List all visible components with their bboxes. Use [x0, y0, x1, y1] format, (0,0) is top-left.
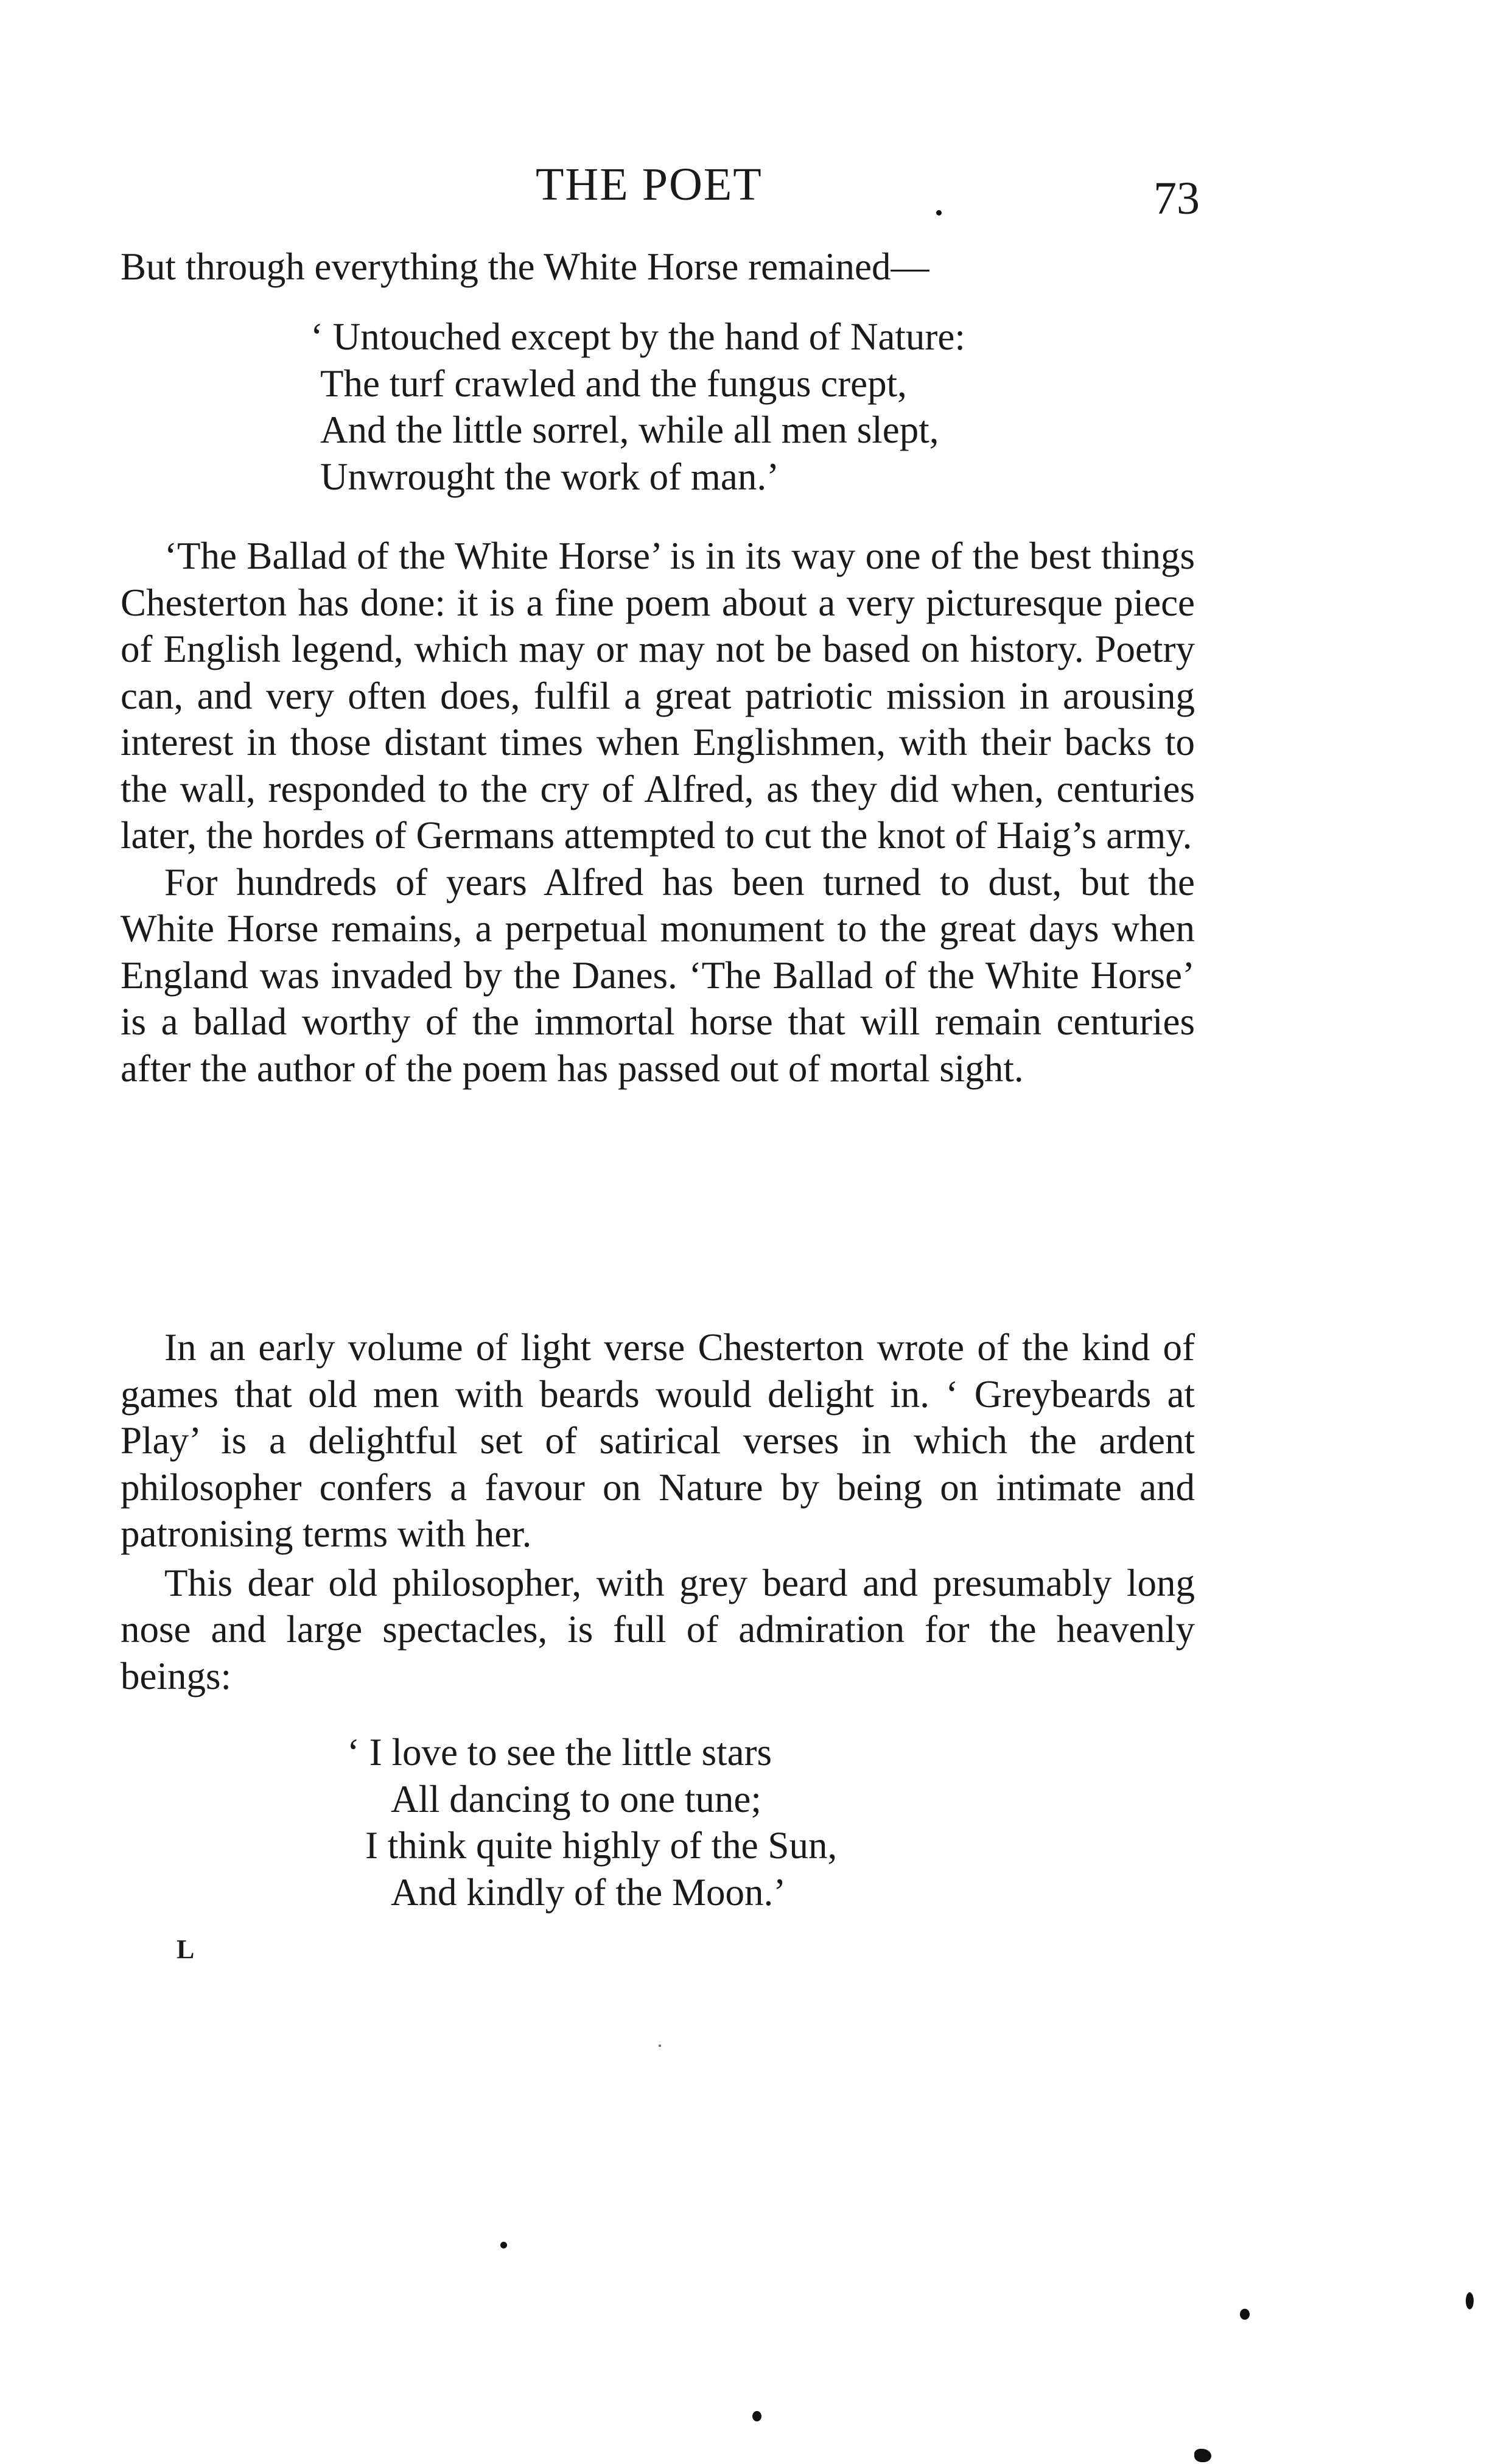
verse-line: ‘ Untouched except by the hand of Nature:	[310, 315, 965, 358]
scan-speck	[1466, 2292, 1474, 2309]
signature-mark: L	[177, 1934, 195, 1964]
scan-speck	[752, 2411, 761, 2421]
body-text-section-2	[121, 1324, 1195, 1699]
body-text-section-1	[121, 533, 1195, 1092]
verse-quotation-1	[310, 314, 965, 500]
verse-quotation-2	[347, 1729, 837, 1915]
scan-speck	[500, 2242, 507, 2248]
verse-line: All dancing to one tune;	[391, 1777, 761, 1820]
paragraph: For hundreds of years Alfred has been turned to dust, but the White Horse remains, a perpetual monument to the great days when England was invaded by the Danes. ‘The Ballad of the White Horse’ is a ballad worthy of the immortal horse that will remain centuries after the author of the poem has passed out of mortal sight.	[121, 860, 1195, 1090]
scan-speck	[659, 2045, 661, 2047]
paragraph: ‘The Ballad of the White Horse’ is in its way one of the best things Chesterton has done: it is a fine poem about a very picturesque piece of English legend, which may or may not be based on history. Poetry can, and very often does, fulfil a great patriotic mission in arousing interest in those distant times when Englishmen, with their backs to the wall, responded to the cry of Alfred, as they did when, centuries later, the hordes of Germans attempted to cut the knot of Haig’s army.	[121, 535, 1195, 857]
running-title: THE POET	[536, 159, 763, 210]
page-number: 73	[1153, 173, 1200, 224]
verse-line: Unwrought the work of man.’	[320, 455, 780, 498]
scan-speck	[936, 210, 942, 216]
verse-line: And kindly of the Moon.’	[391, 1870, 786, 1914]
intro-line: But through everything the White Horse remained—	[121, 245, 929, 288]
intro-text	[121, 244, 1195, 290]
verse-line: ‘ I love to see the little stars	[347, 1731, 772, 1774]
scan-speck	[1240, 2309, 1250, 2320]
verse-line: I think quite highly of the Sun,	[365, 1824, 838, 1867]
verse-line: And the little sorrel, while all men slept,	[320, 409, 939, 451]
paragraph: In an early volume of light verse Chesterton wrote of the kind of games that old men with beards would delight in. ‘ Greybeards at Play’ is a delightful set of satirical verses in which the ardent philosopher confers a favour on Nature by being on intimate and patronising terms with her.	[121, 1326, 1195, 1555]
paragraph: This dear old philosopher, with grey beard and presumably long nose and large spectacles, is full of admiration for the heavenly beings:	[121, 1561, 1195, 1697]
scan-speck	[1194, 2449, 1211, 2462]
verse-line: The turf crawled and the fungus crept,	[320, 362, 907, 405]
